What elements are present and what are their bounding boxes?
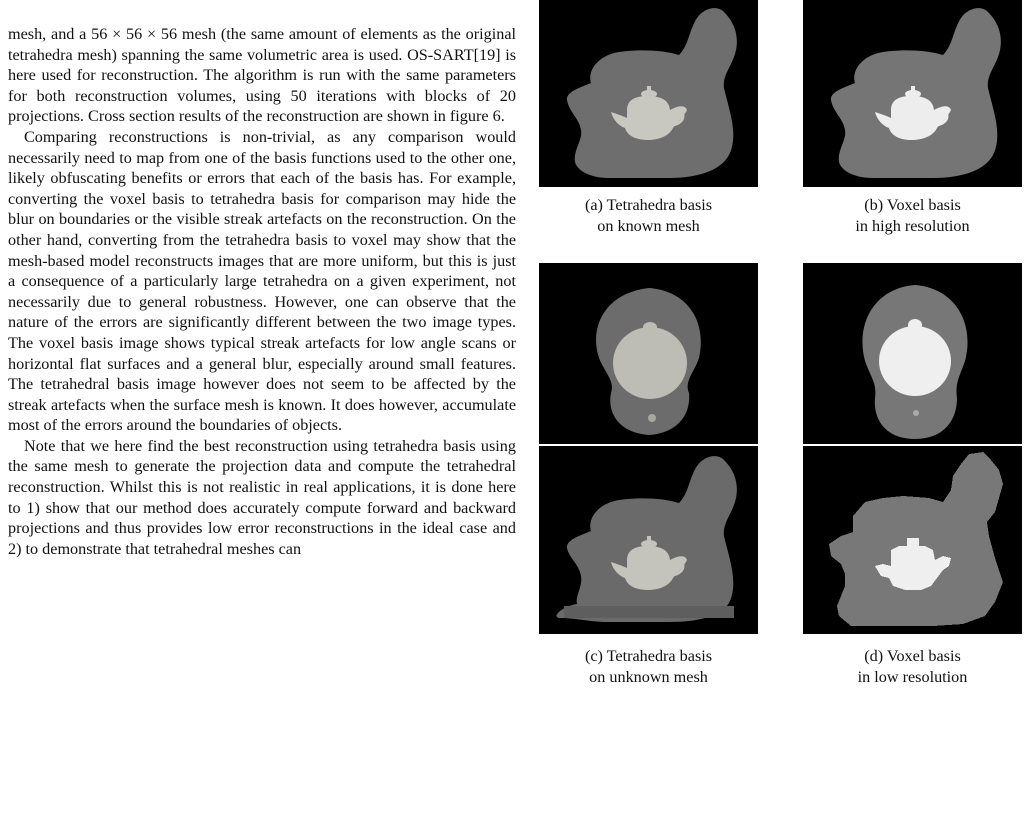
- figure-b-caption: (b) Voxel basis in high resolution: [855, 196, 970, 235]
- figure-c-image: [539, 446, 758, 634]
- figure-c-cross-section: [539, 263, 758, 444]
- paragraph-2: Comparing reconstructions is non-trivial, as any comparison would necessarily need to map from one of the basis functions used to the other one, likely obfuscating benefits or errors that each of the basis has. For example, converting the voxel basis to tetrahedra basis for comparison may hide the blur on boundaries or the visible streak artefacts on the reconstruction. On the other hand, converting from the tetrahedra basis to voxel may show that the mesh-based model reconstructs images that are more uniform, but this is just a consequence of a particularly large tetrahedra on a given experiment, not necessarily due to general robustness. However, one can observe that the nature of the errors are significantly different between the two image types. The voxel basis image shows typical streak artefacts for low angle scans or horizontal flat surfaces and a general blur, especially around small features. The tetrahedral basis image however does not seem to be affected by the streak artefacts when the surface mesh is known. It does however, accumulate most of the errors around the boundaries of objects.: [8, 127, 516, 435]
- figure-c-caption: (c) Tetrahedra basis on unknown mesh: [584, 647, 713, 686]
- figure-a-image: [539, 0, 758, 187]
- text-column: [8, 0, 516, 823]
- figure-d-image: [803, 446, 1022, 634]
- figure-b-image: [803, 0, 1022, 187]
- paragraph-1: mesh, and a 56 × 56 × 56 mesh (the same amount of elements as the original tetrahedra mesh) spanning the same volumetric area is used. OS-SART[19] is here used for reconstruction. The algorithm is run with the same parameters for both reconstruction volumes, using 50 iterations with blocks of 20 projections. Cross section results of the reconstruction are shown in figure 6.: [8, 25, 516, 126]
- paragraph-3: Note that we here find the best reconstruction using tetrahedra basis using the same mesh to generate the projection data and compute the tetrahedral reconstruction. Whilst this is not realistic in real applications, it is done here to 1) show that our method does accurately compute forward and backward projections and thus provides low error reconstructions in the ideal case and 2) to demonstrate that tetrahedral meshes can: [8, 436, 516, 558]
- figure-d-caption: (d) Voxel basis in low resolution: [857, 647, 968, 686]
- figure-d-cross-section: [803, 263, 1022, 444]
- figure-a-caption: (a) Tetrahedra basis on known mesh: [584, 196, 713, 235]
